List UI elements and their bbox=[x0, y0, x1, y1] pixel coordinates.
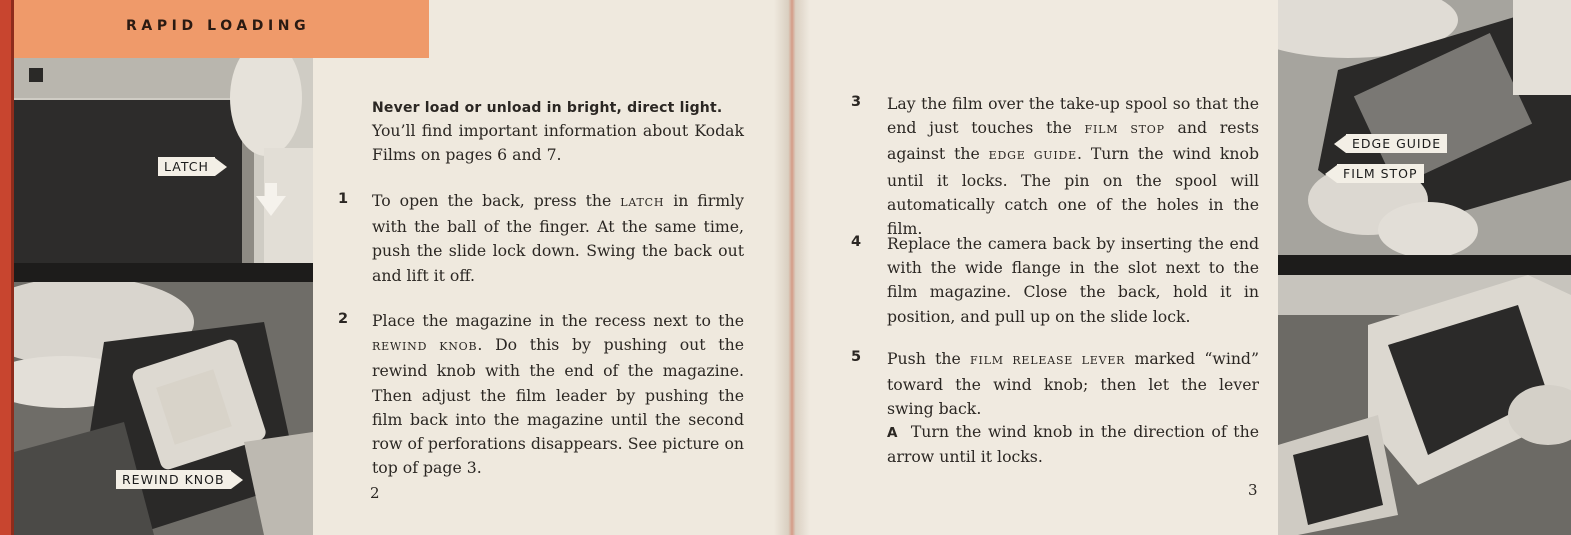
rewind-knob-callout bbox=[116, 470, 243, 489]
warning-text: Never load or unload in bright, direct light. bbox=[372, 100, 723, 116]
step-1-text: To open the back, press the LATCH in firmly with the ball of the finger. At the same time, push the slide lock down. Swing the back out and lift it off. bbox=[372, 191, 745, 285]
step-number: 1 bbox=[338, 191, 349, 207]
step-number: 3 bbox=[851, 94, 862, 110]
rewind-knob-label: REWIND KNOB bbox=[116, 470, 231, 489]
edge-guide-callout bbox=[1334, 134, 1447, 153]
step-2-text: Place the magazine in the recess next to the REWIND KNOB. Do this by pushing out the rewind knob with the end of the magazine. Then adjust the film leader by pushing the film back into the magazine until the second row of perforations disappears. See picture on top of page 3. bbox=[372, 311, 744, 478]
latch-callout bbox=[158, 157, 227, 176]
rewind-knob-photo bbox=[14, 282, 313, 535]
step-number: 5 bbox=[851, 349, 862, 365]
booklet-edge bbox=[0, 0, 14, 535]
step-number: 2 bbox=[338, 311, 349, 327]
latch-label: LATCH bbox=[158, 157, 215, 176]
section-header bbox=[14, 0, 429, 58]
arrow-left-icon bbox=[1334, 135, 1346, 153]
page-number: 3 bbox=[1248, 481, 1258, 499]
step-5-substep: A Turn the wind knob in the direction of the arrow until it locks. bbox=[887, 422, 1259, 467]
film-stop-label: FILM STOP bbox=[1337, 164, 1424, 183]
film-stop-callout bbox=[1325, 164, 1424, 183]
arrow-right-icon bbox=[231, 471, 243, 489]
step-number: 4 bbox=[851, 234, 862, 250]
page-gutter bbox=[774, 0, 810, 535]
film-path-photo bbox=[1278, 0, 1571, 255]
page-number: 2 bbox=[370, 484, 380, 502]
photo-divider bbox=[14, 263, 313, 282]
arrow-left-icon bbox=[1325, 165, 1337, 183]
camera-back-photo bbox=[1278, 275, 1571, 535]
step-4-text: Replace the camera back by inserting the end with the wide flange in the slot next to the film magazine. Close the back, hold it in position, and pull up on the slide lock. bbox=[887, 234, 1259, 326]
step-3-text: Lay the film over the take-up spool so that the end just touches the FILM STOP and rests against the EDGE GUIDE. Turn the wind knob until it locks. The pin on the spool will automatically catch one of the holes in the film. bbox=[887, 94, 1260, 239]
photo-divider bbox=[1278, 255, 1571, 275]
section-title: RAPID LOADING bbox=[126, 18, 311, 34]
step-5-text: Push the FILM RELEASE LEVER marked “wind” toward the wind knob; then let the lever swing back. bbox=[887, 349, 1259, 419]
intro-text: You’ll find important information about Kodak Films on pages 6 and 7. bbox=[372, 121, 744, 165]
edge-guide-label: EDGE GUIDE bbox=[1346, 134, 1447, 153]
arrow-right-icon bbox=[215, 158, 227, 176]
